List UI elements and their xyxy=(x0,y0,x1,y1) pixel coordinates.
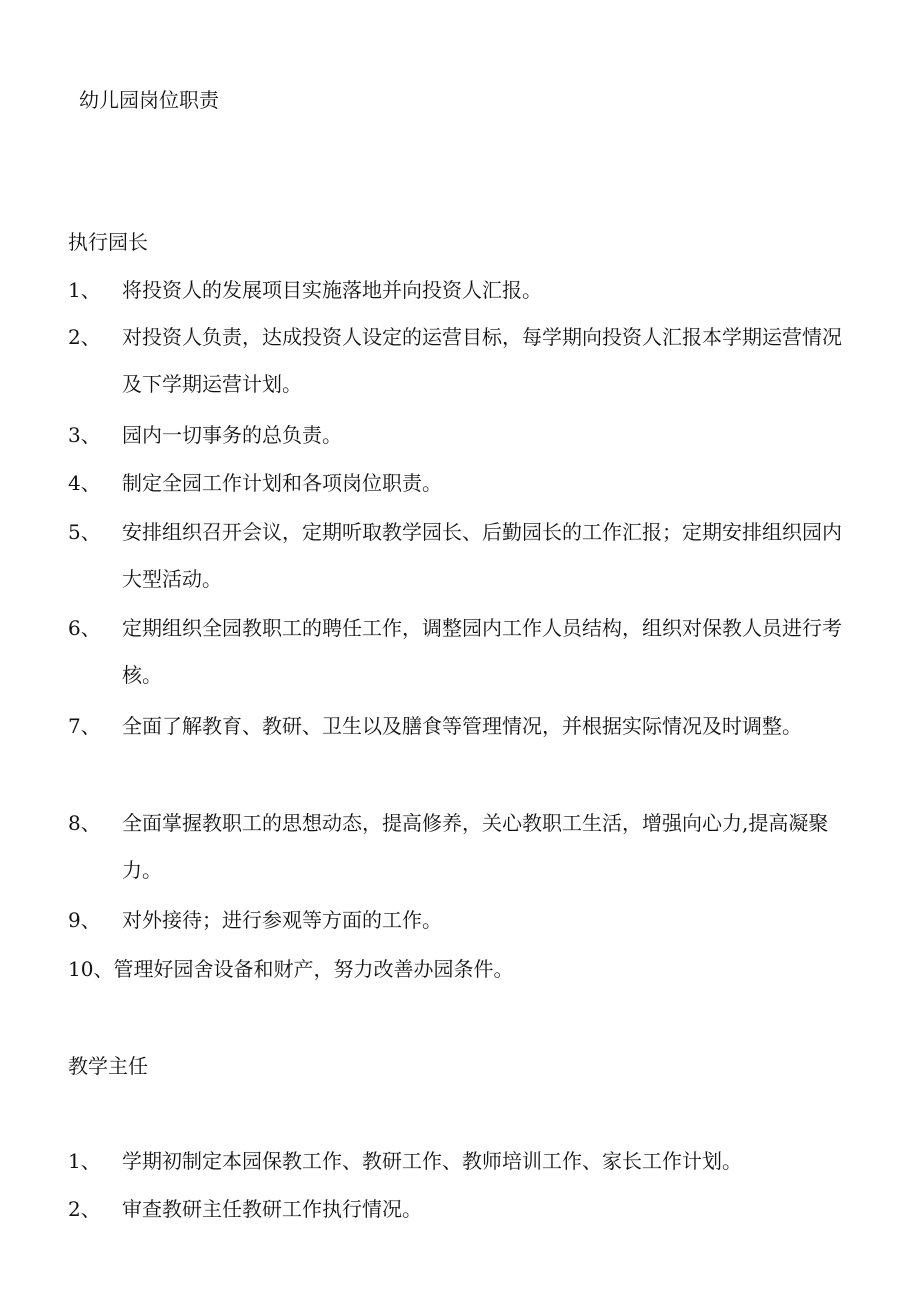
list-item-number: 8、 xyxy=(68,811,101,835)
list-item-text: 制定全园工作计划和各项岗位职责。 xyxy=(122,471,442,495)
list-item-text: 对外接待；进行参观等方面的工作。 xyxy=(122,908,442,932)
list-item-number: 7、 xyxy=(68,714,101,738)
list-item-text: 对投资人负责，达成投资人设定的运营目标，每学期向投资人汇报本学期运营情况及下学期运营计划。 xyxy=(122,325,842,396)
list-item-number: 2、 xyxy=(68,1197,101,1221)
list-item-number: 1、 xyxy=(68,1149,101,1173)
list-item-number: 3、 xyxy=(68,423,101,447)
section-heading-teaching-director: 教学主任 xyxy=(68,1054,148,1078)
list-item-number: 6、 xyxy=(68,616,101,640)
list-item-number: 2、 xyxy=(68,325,101,349)
list-item-text: 将投资人的发展项目实施落地并向投资人汇报。 xyxy=(122,278,542,302)
list-item-text: 全面了解教育、教研、卫生以及膳食等管理情况，并根据实际情况及时调整。 xyxy=(122,714,802,738)
list-item-text: 安排组织召开会议，定期听取教学园长、后勤园长的工作汇报；定期安排组织园内大型活动。 xyxy=(122,520,842,591)
list-item-number: 4、 xyxy=(68,471,101,495)
list-item-text: 园内一切事务的总负责。 xyxy=(122,423,342,447)
list-item-text: 学期初制定本园保教工作、教研工作、教师培训工作、家长工作计划。 xyxy=(122,1149,742,1173)
section-heading-executive-director: 执行园长 xyxy=(68,230,148,254)
list-item-text: 定期组织全园教职工的聘任工作，调整园内工作人员结构，组织对保教人员进行考核。 xyxy=(122,616,842,687)
list-item-number: 5、 xyxy=(68,520,101,544)
document-title: 幼儿园岗位职责 xyxy=(79,88,219,112)
list-item-number: 10、 xyxy=(68,957,114,981)
list-item xyxy=(68,955,858,983)
list-item-number: 9、 xyxy=(68,908,101,932)
list-item-number: 1、 xyxy=(68,278,101,302)
list-item-text: 审查教研主任教研工作执行情况。 xyxy=(122,1197,422,1221)
list-item-text: 全面掌握教职工的思想动态，提高修养，关心教职工生活，增强向心力,提高凝聚力。 xyxy=(122,811,829,882)
list-item-text: 管理好园舍设备和财产，努力改善办园条件。 xyxy=(113,957,514,981)
